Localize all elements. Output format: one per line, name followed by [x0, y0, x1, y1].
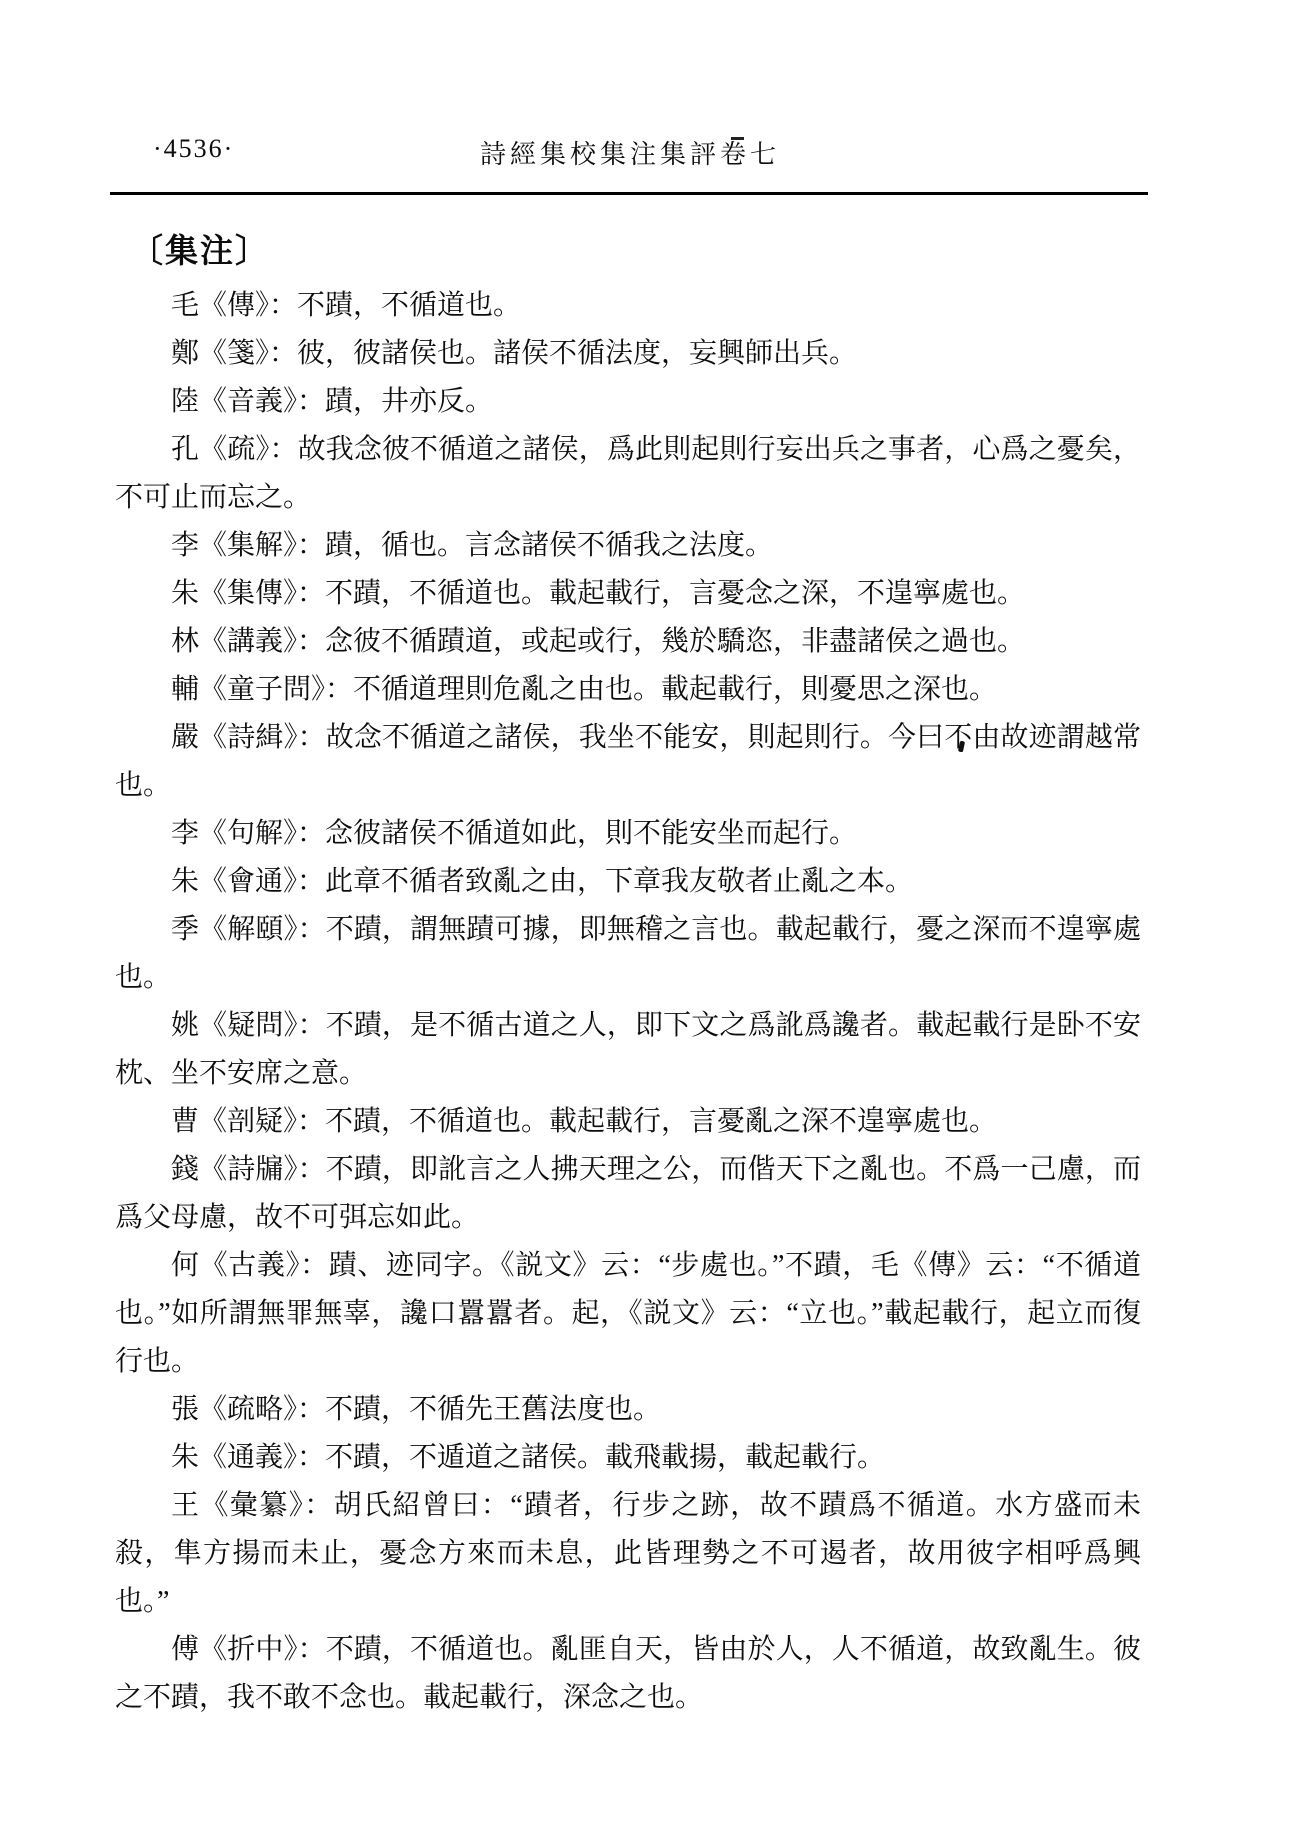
entry-label: 姚《疑問》： [171, 1010, 326, 1041]
page-number: ·4536· [153, 134, 235, 163]
entry-label: 嚴《詩緝》： [171, 722, 326, 753]
entry-label: 張《疏略》： [171, 1394, 326, 1425]
commentary-entry [115, 330, 1141, 378]
running-title: 詩經集校集注集評卷七 [479, 140, 780, 169]
commentary-entry [115, 618, 1141, 666]
entry-text: 故我念彼不循道之諸侯，爲此則起則行妄出兵之事者，心爲之憂矣，不可止而忘之。 [115, 434, 1141, 513]
entry-text: 不蹟，即訛言之人拂天理之公，而偕天下之亂也。不爲一己慮，而爲父母慮，故不可弭忘如此。 [115, 1154, 1141, 1233]
entry-text: 不蹟，是不循古道之人，即下文之爲訛爲讒者。載起載行是卧不安枕、坐不安席之意。 [115, 1010, 1141, 1089]
entry-label: 林《講義》： [171, 626, 326, 657]
entry-text: 念彼不循蹟道，或起或行，幾於驕恣，非盡諸侯之過也。 [325, 626, 1026, 657]
commentary-entry [115, 714, 1141, 810]
commentary-list [115, 282, 1141, 1722]
entry-label: 曹《剖疑》： [171, 1106, 326, 1137]
entry-text: 不循道理則危亂之由也。載起載行，則憂思之深也。 [353, 674, 998, 705]
entry-label: 王《彙纂》： [171, 1490, 334, 1521]
entry-label: 何《古義》： [171, 1250, 329, 1281]
commentary-entry [115, 1482, 1141, 1626]
page-header [115, 132, 1145, 172]
entry-label: 毛《傳》： [171, 290, 298, 321]
section-heading: 〔集注〕 [130, 234, 270, 270]
header-rule [110, 192, 1148, 195]
entry-text: 不蹟，不循道也。亂匪自天，皆由於人，人不循道，故致亂生。彼之不蹟，我不敢不念也。載起載行，深念之也。 [115, 1634, 1141, 1713]
commentary-entry [115, 1434, 1141, 1482]
entry-label: 朱《會通》： [171, 866, 326, 897]
entry-text: 念彼諸侯不循道如此，則不能安坐而起行。 [325, 818, 858, 849]
entry-text: 不蹟，不循先王舊法度也。 [325, 1394, 662, 1425]
entry-label: 鄭《箋》： [171, 338, 298, 369]
entry-text: 蹟，井亦反。 [325, 386, 494, 417]
commentary-entry [115, 666, 1141, 714]
commentary-entry [115, 1146, 1141, 1242]
entry-text: 彼，彼諸侯也。諸侯不循法度，妄興師出兵。 [297, 338, 858, 369]
commentary-entry [115, 378, 1141, 426]
entry-label: 朱《集傳》： [171, 578, 326, 609]
commentary-entry [115, 1242, 1141, 1386]
commentary-entry [115, 1002, 1141, 1098]
commentary-entry [115, 810, 1141, 858]
entry-label: 朱《通義》： [171, 1442, 326, 1473]
commentary-entry [115, 1098, 1141, 1146]
entry-text: 故念不循道之諸侯，我坐不能安，則起則行。今曰不由故迹謂越常也。 [115, 722, 1141, 801]
commentary-entry [115, 906, 1141, 1002]
commentary-entry [115, 282, 1141, 330]
commentary-entry [115, 1386, 1141, 1434]
entry-text: 蹟，循也。言念諸侯不循我之法度。 [325, 530, 774, 561]
entry-label: 李《句解》： [171, 818, 326, 849]
entry-text: 蹟、迹同字。《説文》云：“步處也。”不蹟，毛《傳》云：“不循道也。”如所謂無罪無辜，讒口囂囂者。起，《説文》云：“立也。”載起載行，起立而復行也。 [115, 1250, 1141, 1377]
entry-text: 胡氏紹曾曰：“蹟者，行步之跡，故不蹟爲不循道。水方盛而未殺，隼方揚而未止，憂念方來而未息，此皆理勢之不可遏者，故用彼字相呼爲興也。” [115, 1490, 1141, 1617]
entry-label: 孔《疏》： [171, 434, 298, 465]
entry-text: 不蹟，不循道也。載起載行，言憂念之深，不遑寧處也。 [325, 578, 1026, 609]
entry-text: 此章不循者致亂之由，下章我友敬者止亂之本。 [325, 866, 914, 897]
entry-text: 不蹟，不循道也。 [297, 290, 522, 321]
entry-label: 傅《折中》： [171, 1634, 326, 1665]
entry-label: 陸《音義》： [171, 386, 326, 417]
entry-label: 李《集解》： [171, 530, 326, 561]
commentary-entry [115, 1626, 1141, 1722]
entry-text: 不蹟，不循道也。載起載行，言憂亂之深不遑寧處也。 [325, 1106, 998, 1137]
commentary-entry [115, 426, 1141, 522]
entry-label: 輔《童子問》： [171, 674, 354, 705]
entry-label: 錢《詩牖》： [171, 1154, 326, 1185]
scan-artifact-dash [731, 137, 744, 140]
entry-label: 季《解頤》： [171, 914, 326, 945]
entry-text: 不蹟，謂無蹟可據，即無稽之言也。載起載行，憂之深而不遑寧處也。 [115, 914, 1141, 993]
commentary-entry [115, 858, 1141, 906]
entry-text: 不蹟，不遁道之諸侯。載飛載揚，載起載行。 [325, 1442, 886, 1473]
commentary-entry [115, 522, 1141, 570]
commentary-entry [115, 570, 1141, 618]
